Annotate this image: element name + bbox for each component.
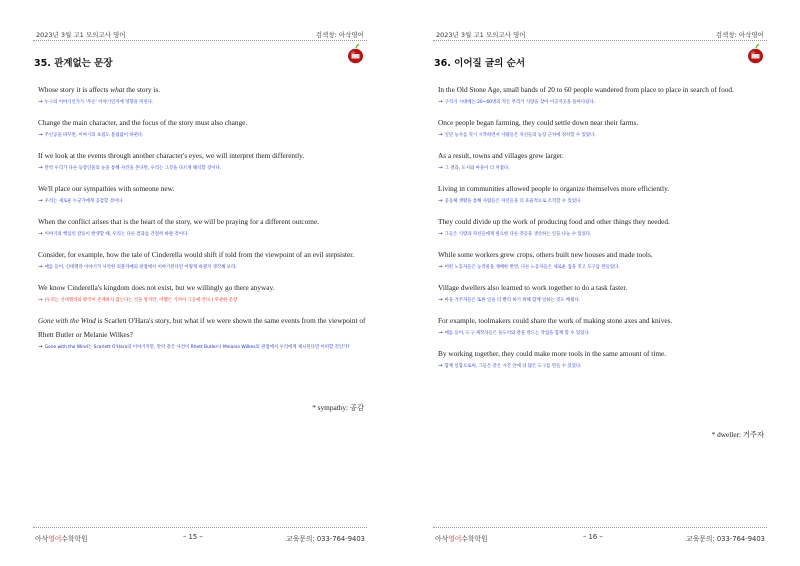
arrow-right-icon: → <box>38 132 43 138</box>
sentence-list <box>438 83 770 369</box>
english-sentence <box>38 248 370 262</box>
sentence-item <box>38 116 370 138</box>
english-sentence <box>438 182 770 196</box>
arrow-right-icon: → <box>438 363 443 369</box>
sentence-item <box>438 149 770 171</box>
arrow-right-icon: → <box>438 330 443 336</box>
section-title: 36. 이어질 글의 순서 <box>434 58 525 69</box>
sentence-item <box>438 281 770 303</box>
korean-translation <box>438 99 770 105</box>
translation-text: 누구의 이야기인가가 ‘무슨’ 이야기인지에 영향을 미친다. <box>44 100 154 105</box>
sentence-text: Change the main character, and the focus of the story must also change. <box>38 118 248 127</box>
arrow-right-icon: → <box>38 297 43 303</box>
sentence-text: is Scarlett O'Hara's story, but what if we were shown the same events from the viewpoint of Rhett Butler or Melanie Wilkes? <box>38 316 366 339</box>
korean-translation <box>38 344 370 350</box>
sentence-item <box>438 248 770 270</box>
translation-text: 그 결과, 도시와 마을이 더 커졌다. <box>444 166 510 171</box>
arrow-right-icon: → <box>38 264 43 270</box>
translation-text: 함께 일함으로써, 그들은 같은 시간 안에 더 많은 도구를 만들 수 있었다. <box>444 364 582 369</box>
section-title: 35. 관계없는 문장 <box>34 58 113 69</box>
english-sentence <box>438 281 770 295</box>
arrow-right-icon: → <box>438 264 443 270</box>
korean-translation <box>438 132 770 138</box>
sentence-text: For example, toolmakers could share the work of making stone axes and knives. <box>438 316 673 325</box>
korean-translation <box>438 297 770 303</box>
sentence-text: As a result, towns and villages grew larger. <box>438 151 564 160</box>
korean-translation <box>38 297 370 303</box>
translation-text: 주인공을 바꾸면, 이야기의 초점도 틀림없이 바뀐다. <box>44 133 144 138</box>
arrow-right-icon: → <box>438 198 443 204</box>
korean-translation <box>438 264 770 270</box>
academy-name: 아삭영어수학학원 <box>35 535 88 543</box>
header-search-hint: 검색창: 아삭영어 <box>715 31 764 39</box>
korean-translation <box>38 231 370 237</box>
korean-translation <box>38 132 370 138</box>
english-sentence <box>438 314 770 328</box>
korean-translation <box>38 264 370 270</box>
apple-logo-icon <box>347 44 364 64</box>
translation-text: Gone with the Wind는 Scarlett O'Hara의 이야기지만, 만약 같은 사건이 Rhett Butler나 Melanie Wilkes의 관점에서 우리에게 제시된다면 어떠할 것인가? <box>44 345 350 350</box>
sentence-item <box>38 314 370 350</box>
arrow-right-icon: → <box>438 99 443 105</box>
sentence-item <box>438 347 770 369</box>
header-exam-title: 2023년 3월 고1 모의고사 영어 <box>36 31 126 39</box>
sentence-item <box>438 314 770 336</box>
arrow-right-icon: → <box>38 165 43 171</box>
contact-info: 교육문의: 033-764-9403 <box>286 535 365 543</box>
academy-name: 아삭영어수학학원 <box>435 535 488 543</box>
header-search-hint: 검색창: 아삭영어 <box>315 31 364 39</box>
translation-text: 구석기 시대에는 20~60명의 작은 무리가 식량을 찾아 이곳저곳을 돌아다녔다. <box>444 100 596 105</box>
arrow-right-icon: → <box>438 297 443 303</box>
translation-text: 그들은 식량과 자신들에게 필요한 다른 것들을 생산하는 일을 나눌 수 있었다. <box>444 232 592 237</box>
translation-text: 공동체 생활을 통해 사람들은 자신들을 더 효율적으로 조직할 수 있었다. <box>444 199 582 204</box>
english-sentence <box>438 116 770 130</box>
sentence-text: They could divide up the work of producing food and other things they needed. <box>438 217 670 226</box>
page-right <box>400 0 800 566</box>
page-header <box>433 26 767 41</box>
sentence-item <box>438 215 770 237</box>
translation-text: 예를 들어, 도구 제작자들은 돌도끼와 칼을 만드는 작업을 함께 할 수 있었다. <box>444 331 590 336</box>
translation-text: 일단 농사를 짓기 시작하면서 사람들은 자신들의 농장 근처에 정착할 수 있었다. <box>444 133 596 138</box>
arrow-right-icon: → <box>438 231 443 237</box>
arrow-right-icon: → <box>38 198 43 204</box>
vocab-note: * sympathy: 공감 <box>312 403 364 412</box>
sentence-text: Whose story it is affects <box>38 85 111 94</box>
english-sentence <box>38 182 370 196</box>
english-sentence <box>438 248 770 262</box>
page-header <box>33 26 367 41</box>
translation-text: 예를 들어, 신데렐라 이야기가 사악한 의붓자매의 관점에서 이야기된다면 어떻게 바뀔지 생각해 보라. <box>44 265 237 270</box>
sentence-item <box>38 83 370 105</box>
sentence-item <box>38 281 370 303</box>
english-sentence <box>38 215 370 229</box>
korean-translation <box>38 198 370 204</box>
sentence-list <box>38 83 370 350</box>
sentence-text: While some workers grew crops, others built new houses and made tools. <box>438 250 653 259</box>
sentence-item <box>438 116 770 138</box>
korean-translation <box>438 363 770 369</box>
sentence-item <box>38 215 370 237</box>
arrow-right-icon: → <box>38 231 43 237</box>
sentence-item <box>38 182 370 204</box>
vocab-note: * dweller: 거주자 <box>711 430 764 439</box>
english-sentence <box>38 83 370 97</box>
sentence-text: Living in communities allowed people to organize themselves more efficiently. <box>438 184 670 193</box>
arrow-right-icon: → <box>438 165 443 171</box>
translation-text: 어떤 노동자들은 농작물을 재배한 반면, 다른 노동자들은 새로운 집을 짓고 도구를 만들었다. <box>444 265 620 270</box>
translation-text: 만약 우리가 다른 등장인물의 눈을 통해 사건을 본다면, 우리는 그것을 다르게 해석할 것이다. <box>44 166 222 171</box>
sentence-text: We know Cinderella's kingdom does not exist, but we willingly go there anyway. <box>38 283 275 292</box>
sentence-text: Once people began farming, they could settle down near their farms. <box>438 118 639 127</box>
korean-translation <box>38 99 370 105</box>
arrow-right-icon: → <box>438 132 443 138</box>
emphasized-text: what <box>110 85 125 94</box>
english-sentence <box>38 281 370 295</box>
page-footer <box>433 527 767 542</box>
sentence-item <box>38 248 370 270</box>
apple-logo-icon <box>747 44 764 64</box>
sentence-item <box>438 83 770 105</box>
sentence-text: the story is. <box>124 85 161 94</box>
page-number: – 16 – <box>583 533 603 541</box>
translation-text: (우리는 신데렐라의 왕국이 존재하지 않는다는 것을 알지만, 어쨌든 기꺼이 그곳에 간다.) 무관한 문장 <box>44 298 238 303</box>
english-sentence <box>38 314 370 342</box>
sentence-text: Consider, for example, how the tale of Cinderella would shift if told from the viewpoint of an evil stepsister. <box>38 250 355 259</box>
english-sentence <box>38 116 370 130</box>
sentence-text: If we look at the events through another character's eyes, we will interpret them differently. <box>38 151 305 160</box>
sentence-item <box>438 182 770 204</box>
translation-text: 마을 거주자들은 또한 일을 더 빨리 하기 위해 함께 일하는 것도 배웠다. <box>444 298 581 303</box>
contact-info: 교육문의: 033-764-9403 <box>686 535 765 543</box>
translation-text: 우리는 새로운 누군가에게 공감할 것이다. <box>44 199 124 204</box>
korean-translation <box>38 165 370 171</box>
korean-translation <box>438 198 770 204</box>
sentence-text: By working together, they could make more tools in the same amount of time. <box>438 349 667 358</box>
header-exam-title: 2023년 3월 고1 모의고사 영어 <box>436 31 526 39</box>
arrow-right-icon: → <box>38 99 43 105</box>
emphasized-text: Gone with the Wind <box>38 316 96 325</box>
english-sentence <box>438 215 770 229</box>
english-sentence <box>38 149 370 163</box>
sentence-text: Village dwellers also learned to work together to do a task faster. <box>438 283 628 292</box>
english-sentence <box>438 347 770 361</box>
korean-translation <box>438 330 770 336</box>
sentence-item <box>38 149 370 171</box>
page-footer <box>33 527 367 542</box>
sentence-text: When the conflict arises that is the heart of the story, we will be praying for a different outcome. <box>38 217 320 226</box>
arrow-right-icon: → <box>38 344 43 350</box>
korean-translation <box>438 231 770 237</box>
english-sentence <box>438 149 770 163</box>
page-number: – 15 – <box>183 533 203 541</box>
sentence-text: We'll place our sympathies with someone new. <box>38 184 175 193</box>
translation-text: 이야기의 핵심인 갈등이 발생할 때, 우리는 다른 결과를 간절히 바랄 것이다. <box>44 232 189 237</box>
sentence-text: In the Old Stone Age, small bands of 20 to 60 people wandered from place to place in search of food. <box>438 85 734 94</box>
korean-translation <box>438 165 770 171</box>
english-sentence <box>438 83 770 97</box>
